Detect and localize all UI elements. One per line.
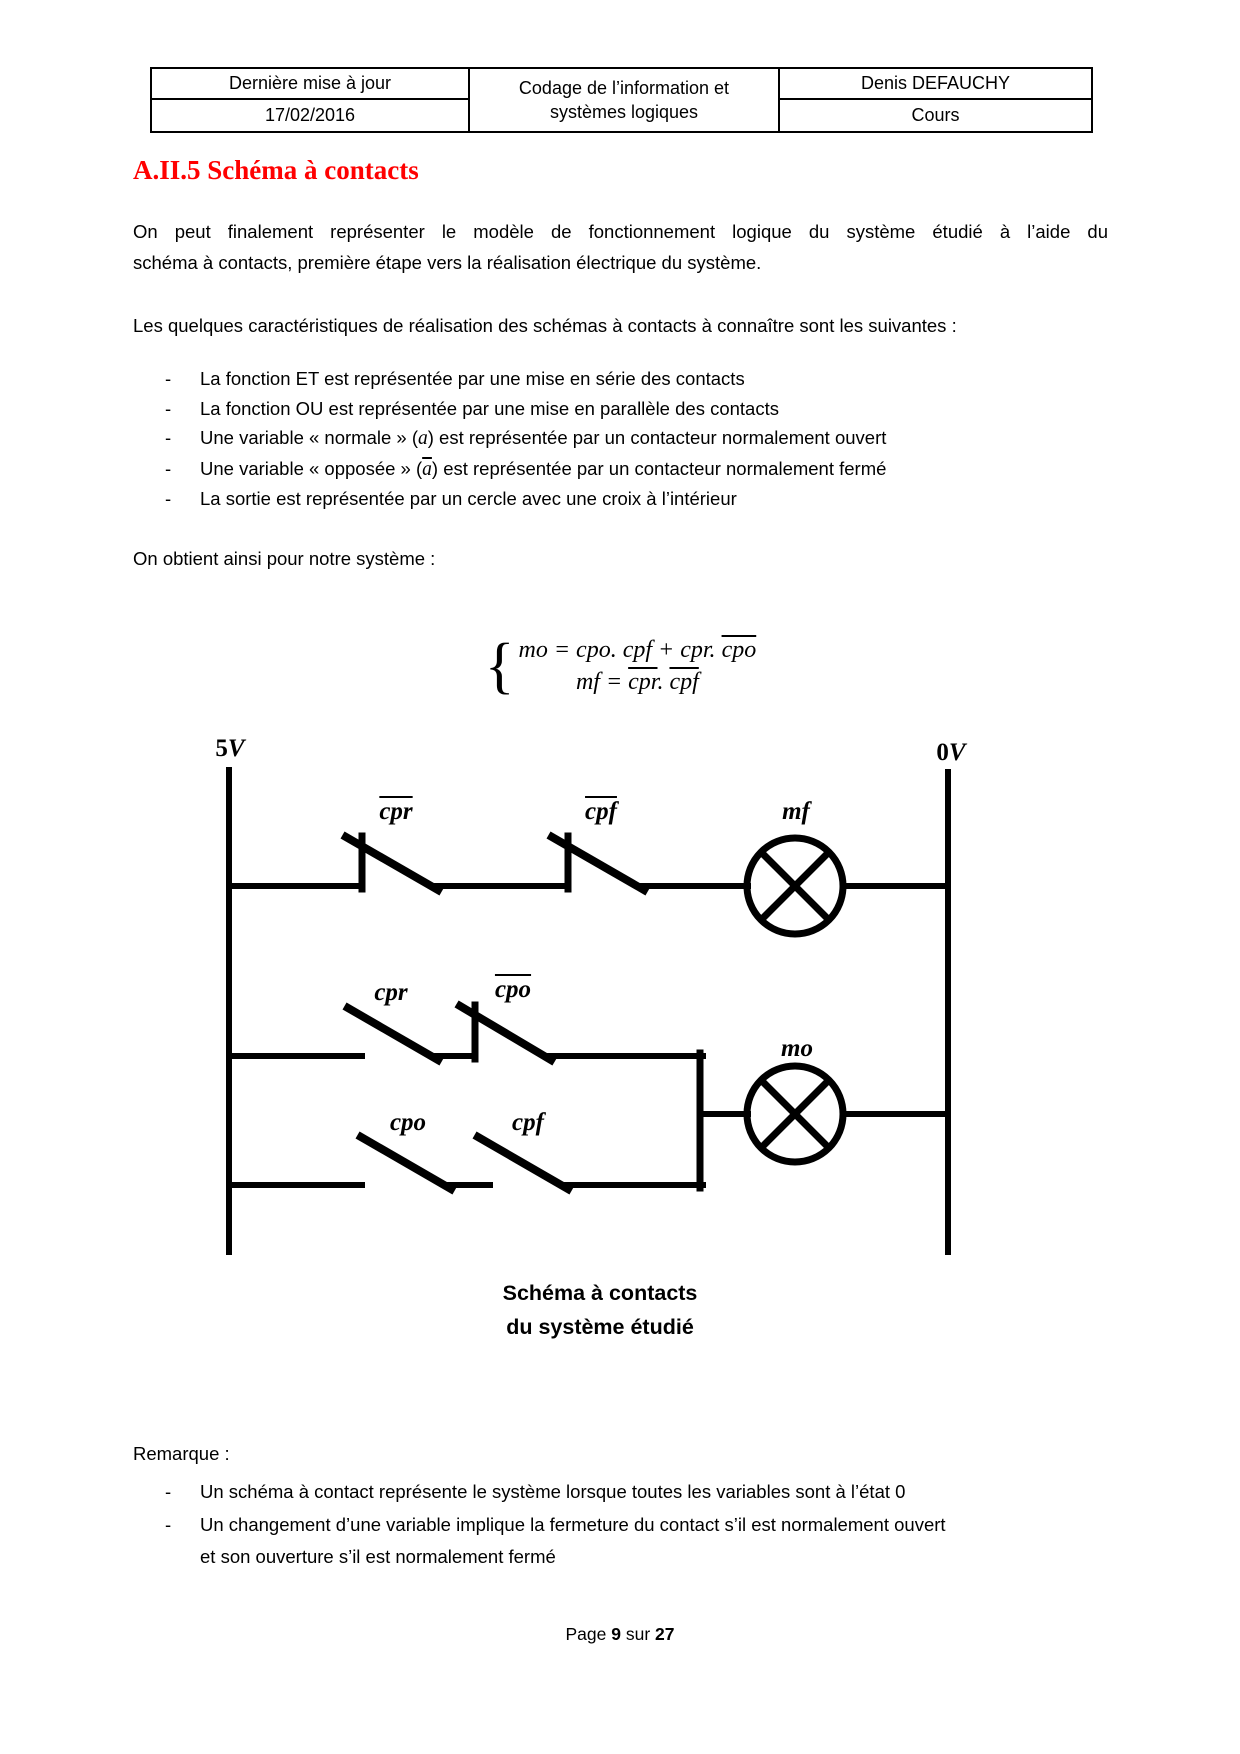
lamp-mf (747, 838, 843, 934)
dash-bullet: - (165, 1513, 172, 1535)
list-item-text (200, 1509, 946, 1574)
footer-prefix: Page (565, 1624, 612, 1644)
header-author: Denis DEFAUCHY (780, 69, 1091, 100)
header-update-label: Dernière mise à jour (152, 69, 470, 100)
remark-title: Remarque : (133, 1443, 230, 1464)
diagram-caption (0, 1276, 1200, 1344)
header-course-title (470, 69, 780, 131)
list-item-text: Un schéma à contact représente le système lorsque toutes les variables sont à l’état 0 (200, 1481, 906, 1502)
contact-label-cpf: cpf (512, 1109, 544, 1136)
characteristics-intro: Les quelques caractéristiques de réalisation des schémas à contacts à connaître sont les suivantes : (133, 315, 957, 336)
lamp-label-mo: mo (781, 1035, 813, 1062)
branch-cpr-cpobar (229, 1005, 703, 1060)
system-intro: On obtient ainsi pour notre système : (133, 548, 436, 569)
list-item (165, 364, 1125, 394)
contact-cpf-blade (478, 1137, 568, 1189)
list-item (165, 394, 1125, 424)
equation-mf-dot: . (657, 669, 670, 695)
curly-brace: { (484, 632, 515, 700)
contact-cpo-bar-blade (460, 1006, 551, 1060)
dash-bullet: - (165, 488, 172, 509)
lamp-mo (747, 1066, 843, 1162)
footer-page-number: 9 (611, 1624, 621, 1644)
list-item-text: La fonction ET est représentée par une mise en série des contacts (200, 368, 745, 389)
footer-total-pages: 27 (655, 1624, 675, 1644)
rung-mo (700, 1053, 946, 1188)
equation-mf-overlined-term1: $\overline{cpr}$ (628, 669, 658, 695)
remark-list (165, 1476, 1130, 1574)
diagram-caption-line1: Schéma à contacts (502, 1281, 698, 1305)
equation-mo-terms: mo = cpo. cpf + cpr. (518, 637, 722, 663)
logic-equations (133, 634, 1108, 698)
dash-bullet: - (165, 397, 172, 419)
intro-paragraph-line2: schéma à contacts, première étape vers la réalisation électrique du système. (133, 252, 762, 273)
header-table (150, 67, 1093, 133)
list-item (165, 454, 1125, 485)
dash-bullet: - (165, 457, 172, 479)
branch-cpo-cpf (229, 1137, 703, 1189)
contact-label-cpo: cpo (389, 1109, 427, 1136)
intro-paragraph-line1: On peut finalement représenter le modèle de fonctionnement logique du système étudié à l’aide du (133, 221, 1108, 242)
contact-label-cpf-bar: $\overline{cpf}$ (585, 798, 617, 825)
equation-mf-lhs: mf = (575, 669, 629, 695)
contact-label-cpr: cpr (374, 979, 408, 1006)
dash-bullet: - (165, 427, 172, 448)
lamp-mf-cross (762, 853, 828, 919)
intro-paragraph (133, 216, 1108, 278)
list-item (165, 423, 1125, 454)
list-item (165, 1476, 1130, 1509)
contact-cpr-bar-blade (346, 837, 438, 890)
diagram-caption-line2: du système étudié (506, 1315, 694, 1339)
list-item (165, 484, 1125, 514)
list-item-text (200, 423, 886, 454)
equation-mo-overlined-term: $\overline{cpo}$ (721, 637, 757, 663)
lamp-mo-cross (762, 1081, 828, 1147)
dash-bullet: - (165, 1481, 172, 1502)
contact-label-cpo-bar: $\overline{cpo}$ (494, 976, 532, 1003)
equation-mf (519, 666, 757, 698)
section-heading: A.II.5 Schéma à contacts (133, 155, 419, 185)
header-doc-type: Cours (911, 105, 960, 125)
contact-cpr-blade (348, 1008, 438, 1060)
list-item-text-post: ) est représentée par un contacteur normalement ouvert (427, 427, 887, 448)
equation-mo (519, 634, 757, 666)
footer-separator: sur (620, 1624, 656, 1644)
list-item-text-line1: Un changement d’une variable implique la fermeture du contact s’il est normalement ouvert (200, 1513, 946, 1535)
contact-cpf-bar-blade (552, 837, 644, 890)
math-variable-a-bar: $\overline{a}$ (422, 458, 432, 480)
list-item-text-line2: et son ouverture s’il est normalement fermé (200, 1546, 556, 1567)
list-item-text-pre: Une variable « opposée » ( (200, 457, 423, 479)
list-item-text-pre: Une variable « normale » ( (200, 427, 418, 448)
header-course-title-line2: systèmes logiques (549, 102, 699, 122)
math-variable-a: a (418, 428, 428, 449)
page-footer (0, 1624, 1240, 1645)
rail-label-0v: 0V (936, 739, 966, 766)
equation-lines (519, 634, 757, 698)
lamp-mf-cross (762, 853, 828, 919)
contact-label-cpr-bar: $\overline{cpr}$ (379, 798, 413, 825)
equation-mf-overlined-term2: $\overline{cpf}$ (669, 669, 699, 695)
dash-bullet: - (165, 368, 172, 389)
header-course-title-line1: Codage de l’information et (518, 78, 730, 98)
list-item (165, 1509, 1130, 1574)
lamp-mo-cross (762, 1081, 828, 1147)
rung-mf (229, 836, 946, 934)
characteristics-list (165, 364, 1125, 514)
lamp-label-mf: mf (782, 798, 810, 825)
list-item-text (200, 454, 886, 485)
header-update-date: 17/02/2016 (152, 100, 470, 131)
list-item-text-post: ) est représentée par un contacteur normalement fermé (431, 457, 887, 479)
contact-cpo-blade (361, 1137, 451, 1189)
list-item-text: La fonction OU est représentée par une mise en parallèle des contacts (200, 397, 779, 419)
list-item-text: La sortie est représentée par un cercle avec une croix à l’intérieur (200, 488, 737, 509)
rail-label-5v: 5V (215, 735, 245, 762)
